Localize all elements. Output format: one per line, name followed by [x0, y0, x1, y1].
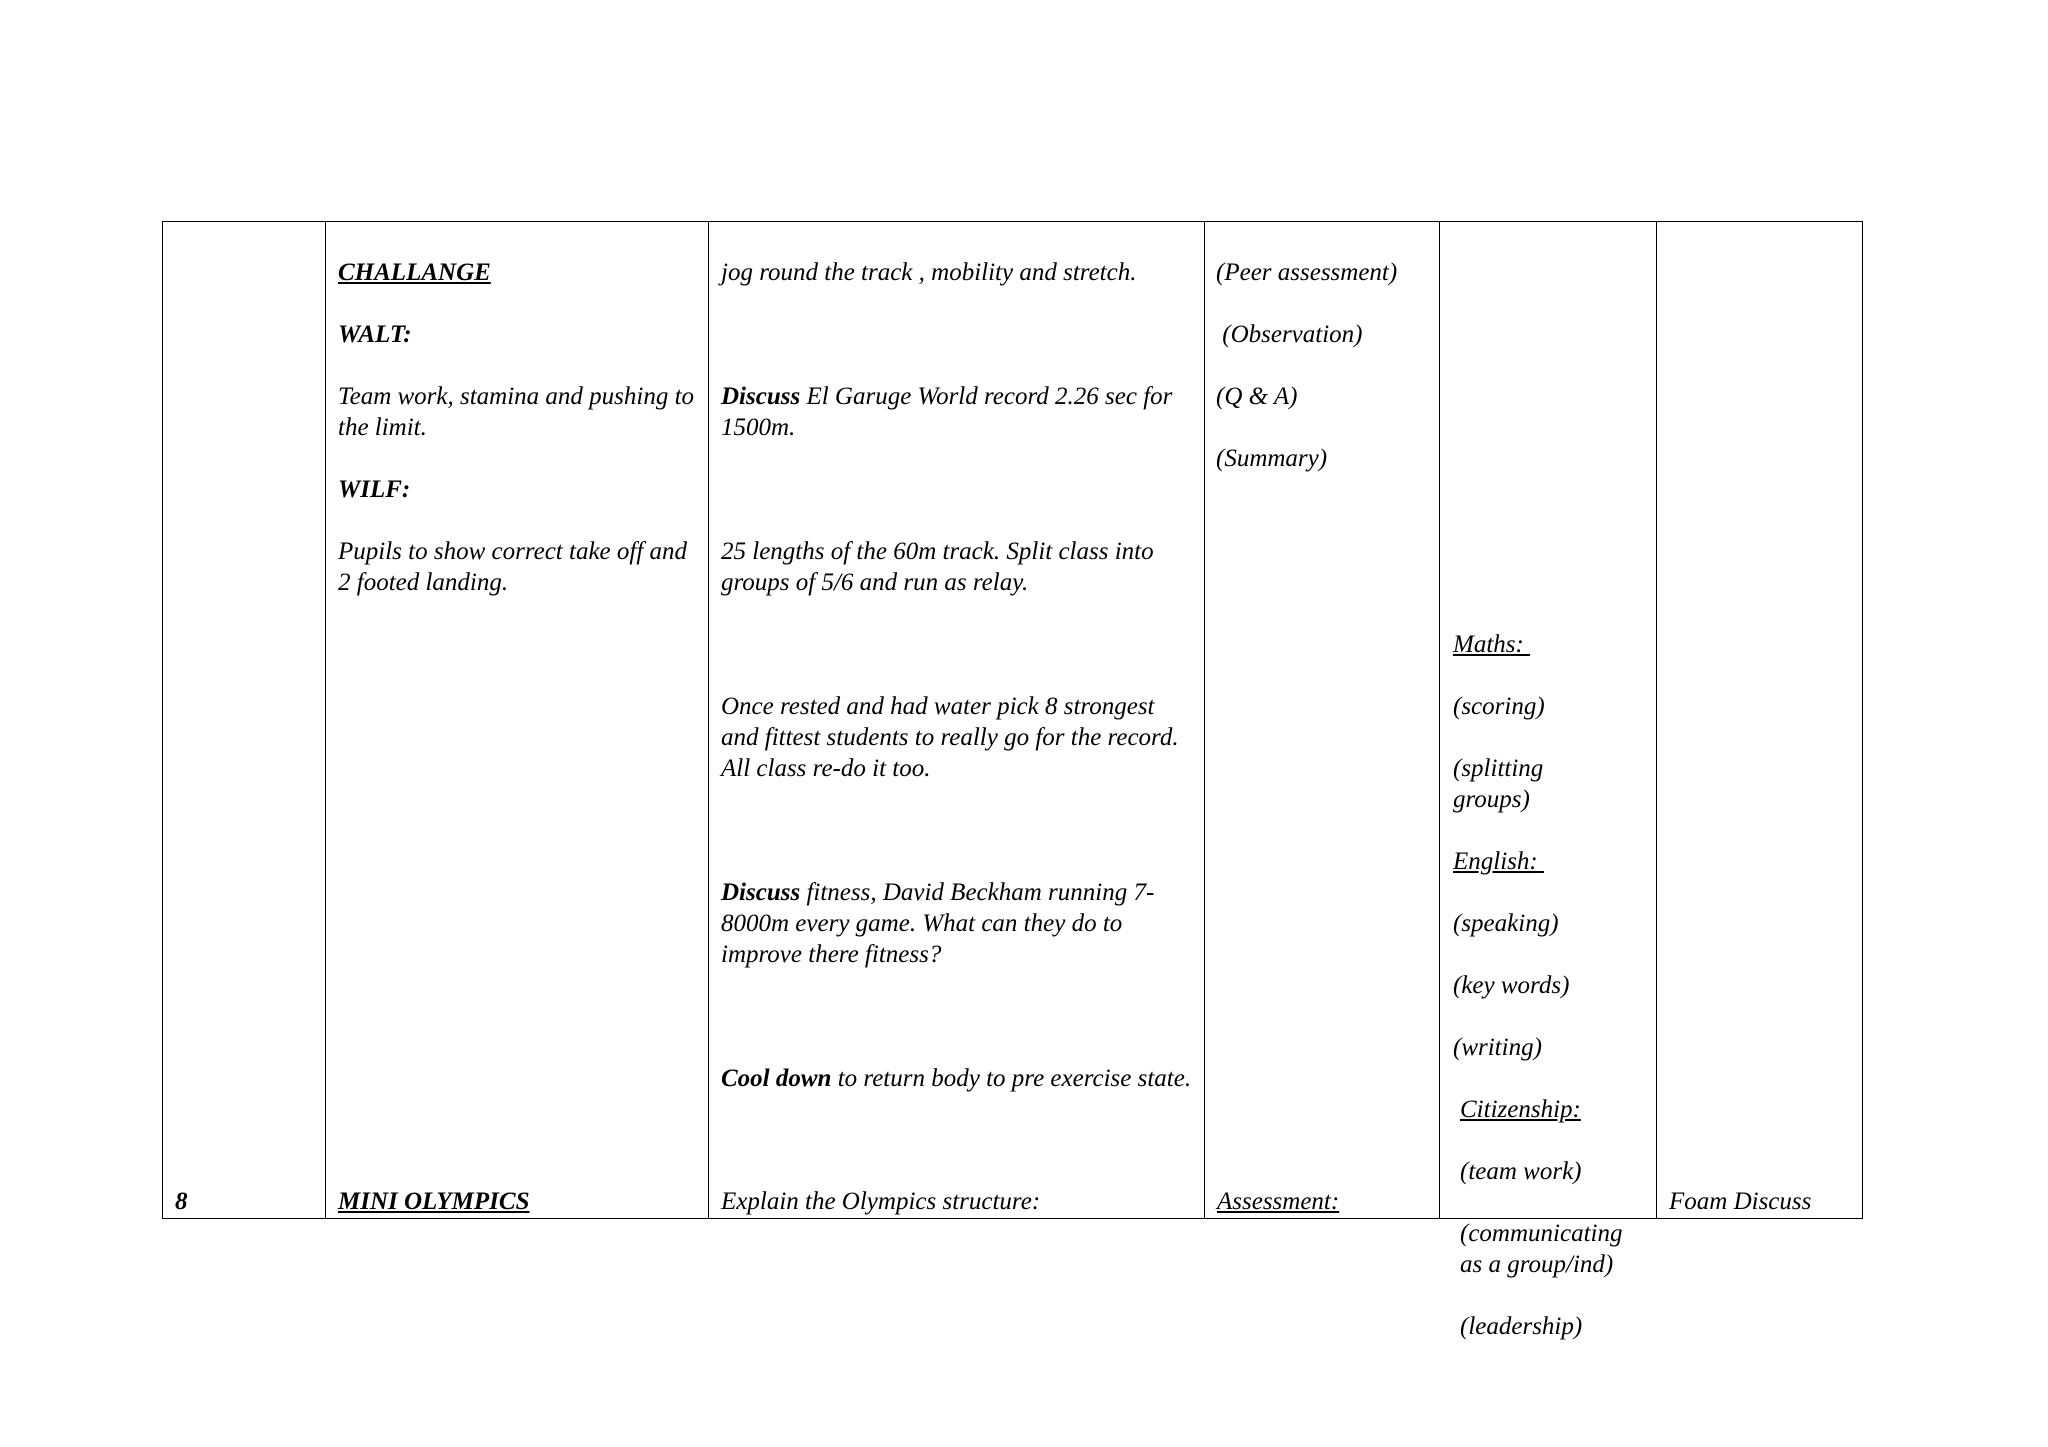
- activity-text: to return body to pre exercise state.: [831, 1065, 1192, 1092]
- mini-olympics-title: MINI OLYMPICS: [338, 1188, 530, 1215]
- cross-curricular-block: [1453, 598, 1652, 1373]
- resources-text: Foam Discuss: [1669, 1188, 1812, 1215]
- objectives-cell: [326, 222, 709, 1219]
- paragraph-gap: [721, 815, 1196, 846]
- cross-item: (leadership): [1460, 1313, 1583, 1340]
- english-label: English:: [1453, 848, 1544, 875]
- cross-item: (communicating as a group/ind): [1460, 1220, 1623, 1278]
- table-row: [163, 222, 1863, 1219]
- assessment-item: (Peer assessment): [1216, 259, 1398, 286]
- activity-paragraph: [721, 1063, 1196, 1094]
- cross-item: (splitting groups): [1453, 755, 1544, 813]
- activities-block: [721, 226, 1196, 1125]
- cool-down-keyword: Cool down: [721, 1065, 832, 1092]
- activity-paragraph: [721, 381, 1196, 443]
- wilf-label: WILF:: [338, 476, 411, 503]
- cross-item: (key words): [1453, 972, 1570, 999]
- objectives-block: [338, 226, 700, 629]
- wilf-text: Pupils to show correct take off and 2 footed landing.: [338, 538, 688, 596]
- paragraph-gap: [721, 474, 1196, 505]
- activity-text: El Garuge World record 2.26 sec for 1500m.: [721, 383, 1173, 441]
- maths-label: Maths:: [1453, 631, 1531, 658]
- activities-cell: [709, 222, 1205, 1219]
- cross-item: (writing): [1453, 1034, 1542, 1061]
- challenge-heading: CHALLANGE: [338, 259, 491, 286]
- assessment-item: (Observation): [1216, 321, 1363, 348]
- walt-label: WALT:: [338, 321, 412, 348]
- activity-paragraph: Once rested and had water pick 8 strongest and fittest students to really go for the record. All class re-do it too.: [721, 693, 1179, 782]
- olympics-structure-text: Explain the Olympics structure:: [721, 1188, 1041, 1215]
- cross-item: (scoring): [1453, 693, 1545, 720]
- cross-item: (speaking): [1453, 910, 1559, 937]
- activity-paragraph: [721, 877, 1196, 970]
- paragraph-gap: [721, 319, 1196, 350]
- paragraph-gap: [721, 629, 1196, 660]
- discuss-keyword: Discuss: [721, 879, 801, 906]
- resources-cell: [1657, 222, 1863, 1219]
- activity-text: fitness, David Beckham running 7-8000m every game. What can they do to improve there fitness?: [721, 879, 1155, 968]
- assessment-block: [1216, 226, 1431, 505]
- assessment-item: (Q & A): [1216, 383, 1298, 410]
- lesson-plan-table: [162, 221, 1863, 1340]
- activity-paragraph: jog round the track , mobility and stretch.: [721, 259, 1137, 286]
- assessment-cell: [1205, 222, 1440, 1219]
- assessment-label: Assessment:: [1217, 1188, 1340, 1215]
- citizenship-label: Citizenship:: [1460, 1096, 1581, 1123]
- lesson-number-cell: [163, 222, 326, 1219]
- cross-item: (team work): [1460, 1158, 1582, 1185]
- cross-curricular-cell: [1440, 222, 1657, 1340]
- walt-text: Team work, stamina and pushing to the limit.: [338, 383, 695, 441]
- discuss-keyword: Discuss: [721, 383, 801, 410]
- assessment-item: (Summary): [1216, 445, 1328, 472]
- paragraph-gap: [721, 1001, 1196, 1032]
- lesson-number: 8: [175, 1188, 188, 1215]
- activity-paragraph: 25 lengths of the 60m track. Split class into groups of 5/6 and run as relay.: [721, 538, 1154, 596]
